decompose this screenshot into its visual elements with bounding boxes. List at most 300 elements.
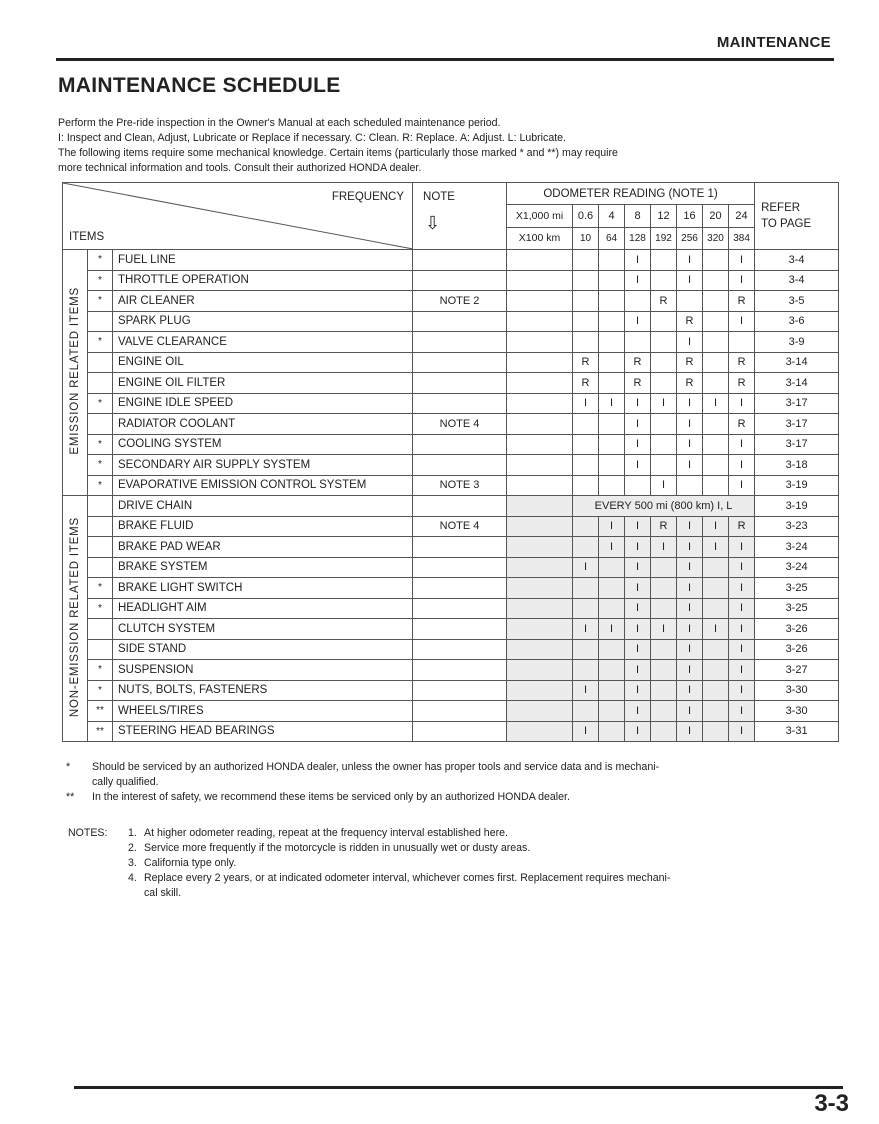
interval-cell — [703, 680, 729, 701]
table-row — [63, 291, 839, 312]
interval-cell — [651, 352, 677, 373]
interval-cell — [703, 475, 729, 496]
unit-km-label: X100 km — [507, 227, 573, 249]
refer-page: 3-4 — [755, 270, 839, 291]
interval-cell: I — [729, 270, 755, 291]
interval-cell — [703, 291, 729, 312]
refer-page: 3-24 — [755, 537, 839, 558]
interval-cell — [703, 701, 729, 722]
item-note — [413, 680, 507, 701]
interval-cell: I — [573, 721, 599, 742]
footnote — [66, 760, 846, 775]
interval-cell — [599, 373, 625, 394]
note-text: At higher odometer reading, repeat at the frequency interval established here. — [144, 827, 508, 839]
item-note — [413, 578, 507, 599]
item-note — [413, 393, 507, 414]
interval-cell: I — [729, 250, 755, 271]
group-emission — [63, 250, 88, 496]
table-row — [63, 557, 839, 578]
interval-cell — [573, 475, 599, 496]
table-row — [63, 680, 839, 701]
item-note — [413, 496, 507, 517]
interval-cell — [599, 475, 625, 496]
unit-cell — [507, 680, 573, 701]
table-row — [63, 455, 839, 476]
unit-cell — [507, 721, 573, 742]
item-name: COOLING SYSTEM — [113, 434, 413, 455]
intro-line: I: Inspect and Clean, Adjust, Lubricate or Replace if necessary. C: Clean. R: Replace. A: Adjust. L: Lubricate. — [58, 132, 566, 144]
down-arrow-icon: ⇩ — [425, 213, 441, 233]
refer-page: 3-17 — [755, 393, 839, 414]
item-note — [413, 537, 507, 558]
interval-cell: I — [625, 393, 651, 414]
interval-cell: I — [729, 660, 755, 681]
intro-line: more technical information and tools. Consult their authorized HONDA dealer. — [58, 162, 422, 174]
note-text: California type only. — [144, 857, 237, 869]
interval-cell: R — [729, 373, 755, 394]
interval-cell: I — [729, 557, 755, 578]
interval-cell: I — [729, 598, 755, 619]
refer-page: 3-26 — [755, 639, 839, 660]
refer-page: 3-4 — [755, 250, 839, 271]
interval-cell: I — [677, 578, 703, 599]
items-label: ITEMS — [69, 231, 105, 243]
refer-page: 3-14 — [755, 373, 839, 394]
interval-cell: I — [729, 578, 755, 599]
service-mark — [88, 557, 113, 578]
interval-cell: I — [625, 270, 651, 291]
interval-cell — [651, 270, 677, 291]
interval-cell: I — [677, 250, 703, 271]
item-name: BRAKE PAD WEAR — [113, 537, 413, 558]
note-text: cal skill. — [144, 887, 182, 899]
note-text: Replace every 2 years, or at indicated odometer interval, whichever comes first. Replacement requires mechani- — [144, 872, 671, 884]
interval-cell: I — [573, 680, 599, 701]
interval-cell — [651, 639, 677, 660]
service-mark: * — [88, 578, 113, 599]
interval-cell — [625, 475, 651, 496]
interval-cell: I — [729, 537, 755, 558]
item-note: NOTE 2 — [413, 291, 507, 312]
note-number: 4. — [128, 872, 137, 884]
interval-cell: I — [625, 701, 651, 722]
interval-cell: I — [625, 434, 651, 455]
refer-page: 3-25 — [755, 598, 839, 619]
interval-cell: R — [573, 352, 599, 373]
interval-cell — [651, 598, 677, 619]
table-row — [63, 721, 839, 742]
service-mark: * — [88, 660, 113, 681]
page-title: MAINTENANCE SCHEDULE — [58, 74, 341, 97]
refer-page: 3-9 — [755, 332, 839, 353]
km-value: 192 — [651, 227, 677, 249]
table-row — [63, 701, 839, 722]
interval-cell — [573, 250, 599, 271]
item-name: CLUTCH SYSTEM — [113, 619, 413, 640]
interval-cell — [573, 578, 599, 599]
interval-cell — [573, 414, 599, 435]
interval-cell: I — [625, 250, 651, 271]
refer-page: 3-31 — [755, 721, 839, 742]
interval-cell: I — [651, 475, 677, 496]
interval-cell — [703, 373, 729, 394]
item-name: AIR CLEANER — [113, 291, 413, 312]
refer-page: 3-30 — [755, 701, 839, 722]
items-frequency-header — [63, 183, 413, 250]
unit-cell — [507, 291, 573, 312]
interval-cell — [703, 311, 729, 332]
item-name: DRIVE CHAIN — [113, 496, 413, 517]
service-mark — [88, 496, 113, 517]
interval-cell — [703, 455, 729, 476]
notes-list — [128, 826, 848, 901]
km-value: 384 — [729, 227, 755, 249]
refer-page: 3-19 — [755, 496, 839, 517]
table-row — [63, 434, 839, 455]
table-row — [63, 598, 839, 619]
interval-cell: I — [677, 434, 703, 455]
interval-cell — [651, 434, 677, 455]
interval-cell — [599, 578, 625, 599]
service-mark — [88, 516, 113, 537]
refer-page: 3-17 — [755, 414, 839, 435]
interval-cell: I — [625, 680, 651, 701]
interval-cell — [573, 598, 599, 619]
interval-cell: I — [729, 393, 755, 414]
mi-value: 4 — [599, 205, 625, 227]
footnotes — [66, 760, 846, 805]
service-mark: * — [88, 475, 113, 496]
interval-cell: I — [703, 619, 729, 640]
item-note — [413, 352, 507, 373]
service-mark: * — [88, 455, 113, 476]
interval-cell: I — [651, 537, 677, 558]
interval-cell — [703, 660, 729, 681]
interval-cell — [599, 639, 625, 660]
footnote — [66, 790, 846, 805]
interval-cell: I — [677, 270, 703, 291]
item-note: NOTE 4 — [413, 516, 507, 537]
refer-page: 3-26 — [755, 619, 839, 640]
unit-cell — [507, 332, 573, 353]
unit-cell — [507, 639, 573, 660]
interval-cell — [599, 352, 625, 373]
service-mark: ** — [88, 701, 113, 722]
item-name: THROTTLE OPERATION — [113, 270, 413, 291]
footnote-text: In the interest of safety, we recommend these items be serviced only by an authorized HONDA dealer. — [92, 791, 570, 803]
interval-cell — [703, 557, 729, 578]
interval-cell — [677, 291, 703, 312]
notes-label: NOTES: — [68, 827, 108, 839]
service-mark — [88, 414, 113, 435]
unit-cell — [507, 250, 573, 271]
interval-cell: I — [625, 619, 651, 640]
interval-cell: I — [677, 516, 703, 537]
item-name: NUTS, BOLTS, FASTENERS — [113, 680, 413, 701]
interval-cell — [651, 721, 677, 742]
interval-cell: R — [651, 516, 677, 537]
service-mark — [88, 639, 113, 660]
odometer-header: ODOMETER READING (NOTE 1) — [507, 183, 755, 205]
service-mark: * — [88, 434, 113, 455]
unit-cell — [507, 598, 573, 619]
interval-cell — [651, 557, 677, 578]
interval-cell — [573, 270, 599, 291]
unit-cell — [507, 496, 573, 517]
item-note: NOTE 3 — [413, 475, 507, 496]
item-name: BRAKE LIGHT SWITCH — [113, 578, 413, 599]
service-mark: * — [88, 598, 113, 619]
mi-value: 0.6 — [573, 205, 599, 227]
unit-cell — [507, 578, 573, 599]
interval-cell: I — [677, 557, 703, 578]
note-number: 2. — [128, 842, 137, 854]
interval-cell — [729, 332, 755, 353]
interval-cell — [703, 598, 729, 619]
item-note — [413, 311, 507, 332]
interval-cell: R — [729, 414, 755, 435]
interval-cell: I — [677, 721, 703, 742]
service-mark: * — [88, 291, 113, 312]
interval-cell — [573, 660, 599, 681]
intro-text — [58, 116, 838, 176]
interval-cell: I — [703, 537, 729, 558]
interval-cell — [651, 373, 677, 394]
interval-cell: I — [625, 537, 651, 558]
note-item — [128, 871, 848, 886]
item-note — [413, 270, 507, 291]
interval-cell: R — [677, 373, 703, 394]
item-name: BRAKE FLUID — [113, 516, 413, 537]
refer-label: REFER — [761, 202, 801, 214]
service-mark — [88, 373, 113, 394]
interval-cell — [651, 311, 677, 332]
service-mark — [88, 311, 113, 332]
item-name: VALVE CLEARANCE — [113, 332, 413, 353]
interval-cell: I — [625, 578, 651, 599]
interval-cell — [573, 537, 599, 558]
interval-cell — [599, 291, 625, 312]
interval-cell — [599, 598, 625, 619]
table-row — [63, 373, 839, 394]
table-row — [63, 475, 839, 496]
note-item-cont — [128, 886, 848, 901]
item-name: WHEELS/TIRES — [113, 701, 413, 722]
interval-cell: I — [729, 619, 755, 640]
interval-cell: I — [703, 393, 729, 414]
item-note — [413, 639, 507, 660]
intro-line: The following items require some mechanical knowledge. Certain items (particularly those marked * and **) may require — [58, 147, 618, 159]
refer-page: 3-23 — [755, 516, 839, 537]
interval-cell: I — [599, 393, 625, 414]
interval-cell — [573, 701, 599, 722]
table-row — [63, 496, 839, 517]
table-row — [63, 639, 839, 660]
interval-cell — [599, 270, 625, 291]
interval-cell — [703, 352, 729, 373]
interval-cell: I — [677, 455, 703, 476]
item-note — [413, 598, 507, 619]
interval-cell — [599, 250, 625, 271]
interval-cell: I — [651, 619, 677, 640]
km-value: 320 — [703, 227, 729, 249]
note-number: 1. — [128, 827, 137, 839]
interval-cell — [599, 557, 625, 578]
interval-cell — [651, 250, 677, 271]
interval-cell: R — [651, 291, 677, 312]
interval-cell — [573, 516, 599, 537]
interval-cell: I — [677, 414, 703, 435]
interval-cell: I — [599, 537, 625, 558]
footer-rule — [74, 1086, 843, 1089]
interval-cell: I — [625, 660, 651, 681]
intro-line: Perform the Pre-ride inspection in the Owner's Manual at each scheduled maintenance period. — [58, 117, 501, 129]
item-name: SPARK PLUG — [113, 311, 413, 332]
service-mark: * — [88, 393, 113, 414]
note-item — [128, 856, 848, 871]
footnote-text: Should be serviced by an authorized HONDA dealer, unless the owner has proper tools and service data and is mechani- — [92, 761, 660, 773]
interval-cell: R — [677, 311, 703, 332]
item-name: HEADLIGHT AIM — [113, 598, 413, 619]
item-note — [413, 660, 507, 681]
item-note: NOTE 4 — [413, 414, 507, 435]
km-value: 256 — [677, 227, 703, 249]
footnote-symbol: * — [66, 761, 71, 773]
unit-cell — [507, 701, 573, 722]
interval-cell — [573, 434, 599, 455]
unit-cell — [507, 311, 573, 332]
table-row — [63, 414, 839, 435]
unit-cell — [507, 414, 573, 435]
unit-mi-label: X1,000 mi — [507, 205, 573, 227]
item-name: FUEL LINE — [113, 250, 413, 271]
refer-page: 3-17 — [755, 434, 839, 455]
interval-cell: I — [599, 619, 625, 640]
to-page-label: TO PAGE — [761, 218, 812, 230]
item-name: ENGINE OIL FILTER — [113, 373, 413, 394]
interval-cell — [599, 332, 625, 353]
mi-value: 24 — [729, 205, 755, 227]
interval-cell: R — [729, 352, 755, 373]
interval-cell: I — [625, 598, 651, 619]
note-number: 3. — [128, 857, 137, 869]
interval-cell: I — [677, 680, 703, 701]
group-non-emission — [63, 496, 88, 742]
interval-cell — [703, 332, 729, 353]
unit-cell — [507, 393, 573, 414]
interval-cell: I — [729, 475, 755, 496]
interval-cell: I — [677, 537, 703, 558]
table-row — [63, 619, 839, 640]
interval-cell — [703, 721, 729, 742]
service-mark — [88, 537, 113, 558]
interval-cell — [599, 311, 625, 332]
service-mark: * — [88, 332, 113, 353]
interval-cell: I — [625, 311, 651, 332]
item-note — [413, 721, 507, 742]
unit-cell — [507, 619, 573, 640]
item-note — [413, 557, 507, 578]
interval-cell: R — [625, 352, 651, 373]
unit-cell — [507, 475, 573, 496]
interval-cell — [599, 660, 625, 681]
interval-cell — [703, 578, 729, 599]
interval-cell: I — [625, 455, 651, 476]
item-note — [413, 434, 507, 455]
km-value: 64 — [599, 227, 625, 249]
interval-cell: R — [625, 373, 651, 394]
interval-cell — [625, 332, 651, 353]
group-label: NON-EMISSION RELATED ITEMS — [69, 516, 81, 718]
interval-cell: I — [677, 598, 703, 619]
item-note — [413, 619, 507, 640]
km-value: 128 — [625, 227, 651, 249]
table-row — [63, 270, 839, 291]
interval-cell — [651, 660, 677, 681]
refer-page: 3-6 — [755, 311, 839, 332]
interval-cell — [599, 721, 625, 742]
interval-cell — [599, 414, 625, 435]
note-text: Service more frequently if the motorcycle is ridden in unusually wet or dusty areas. — [144, 842, 531, 854]
interval-cell: I — [677, 701, 703, 722]
service-mark: * — [88, 250, 113, 271]
item-note — [413, 332, 507, 353]
interval-cell: I — [729, 701, 755, 722]
table-row — [63, 332, 839, 353]
item-note — [413, 701, 507, 722]
note-item — [128, 826, 848, 841]
interval-cell — [703, 250, 729, 271]
interval-cell: I — [625, 516, 651, 537]
interval-cell: R — [729, 291, 755, 312]
interval-cell: I — [625, 557, 651, 578]
refer-page: 3-24 — [755, 557, 839, 578]
mi-value: 20 — [703, 205, 729, 227]
service-mark: ** — [88, 721, 113, 742]
interval-cell — [573, 332, 599, 353]
interval-cell: I — [677, 660, 703, 681]
unit-cell — [507, 537, 573, 558]
note-item — [128, 841, 848, 856]
interval-cell — [599, 434, 625, 455]
table-row — [63, 516, 839, 537]
interval-cell: R — [677, 352, 703, 373]
interval-cell — [599, 455, 625, 476]
unit-cell — [507, 660, 573, 681]
section-header: MAINTENANCE — [716, 34, 831, 51]
interval-cell — [599, 680, 625, 701]
refer-header — [755, 183, 839, 250]
table-row — [63, 578, 839, 599]
unit-cell — [507, 516, 573, 537]
table-row — [63, 537, 839, 558]
interval-cell — [651, 332, 677, 353]
interval-cell: R — [573, 373, 599, 394]
interval-cell: I — [573, 619, 599, 640]
interval-cell: I — [677, 332, 703, 353]
interval-cell — [703, 414, 729, 435]
group-label: EMISSION RELATED ITEMS — [69, 287, 81, 455]
interval-cell — [677, 475, 703, 496]
table-row — [63, 250, 839, 271]
mi-value: 12 — [651, 205, 677, 227]
interval-cell: I — [573, 557, 599, 578]
item-name: BRAKE SYSTEM — [113, 557, 413, 578]
unit-cell — [507, 455, 573, 476]
item-note — [413, 455, 507, 476]
refer-page: 3-30 — [755, 680, 839, 701]
item-name: SECONDARY AIR SUPPLY SYSTEM — [113, 455, 413, 476]
